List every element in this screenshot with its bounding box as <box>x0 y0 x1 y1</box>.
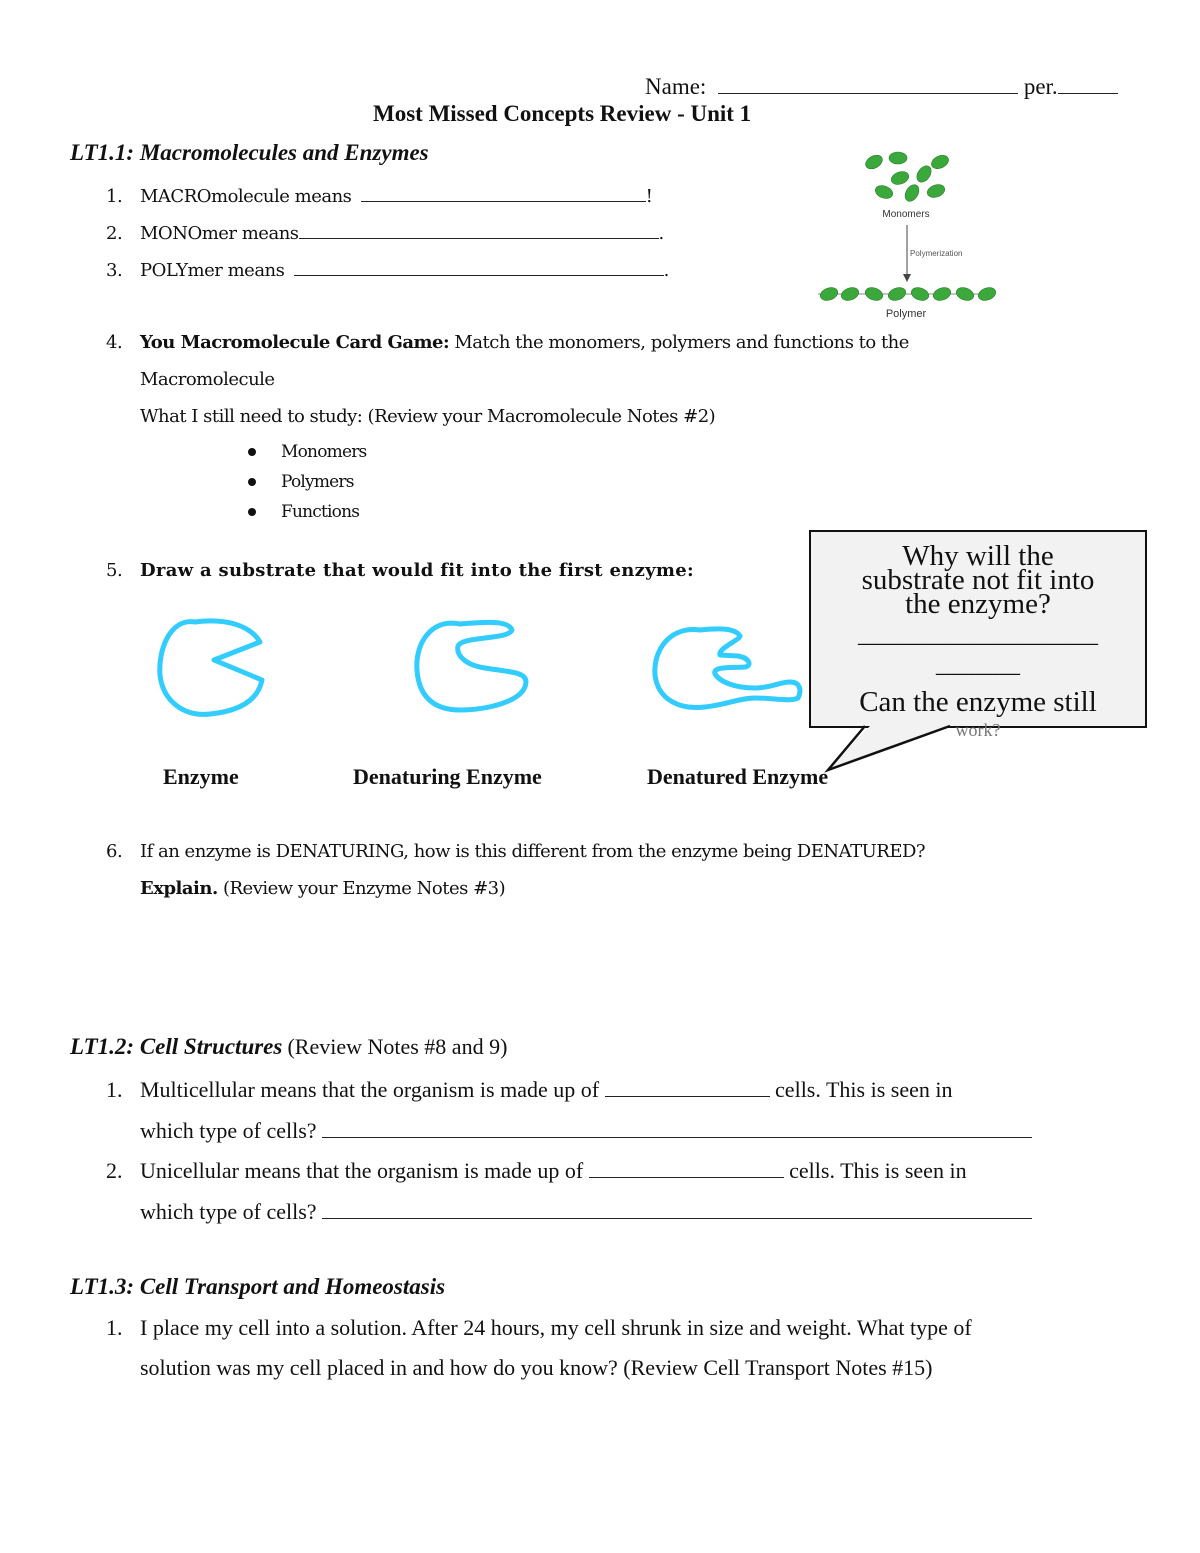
answer-blank[interactable] <box>294 257 664 276</box>
answer-blank[interactable] <box>322 1196 1032 1219</box>
callout-answer-blank[interactable]: ____________________ _______ <box>858 622 1098 678</box>
bullet-icon <box>248 478 256 486</box>
question-2-2: 2. Unicellular means that the organism is made up of cells. This is seen in <box>106 1155 967 1184</box>
question-1-6-line2: Explain. (Review your Enzyme Notes #3) <box>140 878 506 899</box>
period-blank[interactable] <box>1058 70 1118 94</box>
question-3-1: 1. I place my cell into a solution. After 24 hours, my cell shrunk in size and weight. What type of <box>106 1315 972 1340</box>
answer-blank[interactable] <box>322 1115 1032 1138</box>
monomer-polymer-figure <box>812 148 1002 323</box>
enzyme-label: Enzyme <box>163 764 239 789</box>
question-1-1: 1. MACROmolecule means ! <box>106 183 652 207</box>
section-heading-lt1-3: LT1.3: Cell Transport and Homeostasis <box>70 1274 446 1299</box>
denaturing-enzyme-label: Denaturing Enzyme <box>353 764 542 789</box>
callout-question-2: Can the enzyme still work? <box>859 686 1097 740</box>
name-label: Name: <box>645 74 707 99</box>
polymerization-diagram-icon <box>812 148 1002 323</box>
enzyme-shapes-icon <box>140 610 810 730</box>
svg-text:Polymer: Polymer <box>885 308 927 320</box>
page-title: Most Missed Concepts Review - Unit 1 <box>373 101 752 126</box>
enzyme-drawings <box>140 610 810 730</box>
question-1-6: 6. If an enzyme is DENATURING, how is this different from the enzyme being DENATURED? <box>106 841 926 862</box>
question-1-5: 5. Draw a substrate that would fit into the first enzyme: <box>106 560 694 581</box>
answer-blank[interactable] <box>361 183 646 202</box>
question-2-1-line2: which type of cells? <box>140 1115 1032 1144</box>
answer-blank[interactable] <box>589 1155 784 1178</box>
question-3-1-line2: solution was my cell placed in and how do you know? (Review Cell Transport Notes #15) <box>140 1355 933 1380</box>
question-1-2: 2. MONOmer means . <box>106 220 664 244</box>
question-2-2-line2: which type of cells? <box>140 1196 1032 1225</box>
name-blank[interactable] <box>718 70 1018 94</box>
study-line: What I still need to study: (Review your Macromolecule Notes #2) <box>140 406 716 427</box>
list-item: Functions <box>248 497 366 527</box>
answer-blank[interactable] <box>605 1074 770 1097</box>
svg-text:Polymerization: Polymerization <box>910 249 963 258</box>
study-checklist <box>248 437 366 527</box>
section-heading-lt1-2: LT1.2: Cell Structures (Review Notes #8 and 9) <box>70 1034 508 1059</box>
question-2-1: 1. Multicellular means that the organism is made up of cells. This is seen in <box>106 1074 952 1103</box>
list-item: Polymers <box>248 467 366 497</box>
name-field[interactable] <box>645 70 1118 100</box>
answer-blank[interactable] <box>299 220 659 239</box>
denatured-enzyme-label: Denatured Enzyme <box>647 764 829 789</box>
svg-text:Monomers: Monomers <box>882 209 930 220</box>
callout-question: Why will the substrate not fit into the enzyme? <box>861 540 1095 620</box>
question-1-4-line2: Macromolecule <box>140 369 275 390</box>
bullet-icon <box>248 508 256 516</box>
callout-box <box>809 530 1147 740</box>
question-1-3: 3. POLYmer means . <box>106 257 669 281</box>
section-heading-lt1-1: LT1.1: Macromolecules and Enzymes <box>70 140 429 165</box>
list-item: Monomers <box>248 437 366 467</box>
callout-pointer-icon <box>825 724 955 774</box>
question-1-4: 4. You Macromolecule Card Game: Match the monomers, polymers and functions to the <box>106 332 909 353</box>
bullet-icon <box>248 448 256 456</box>
period-label: per. <box>1023 74 1058 99</box>
